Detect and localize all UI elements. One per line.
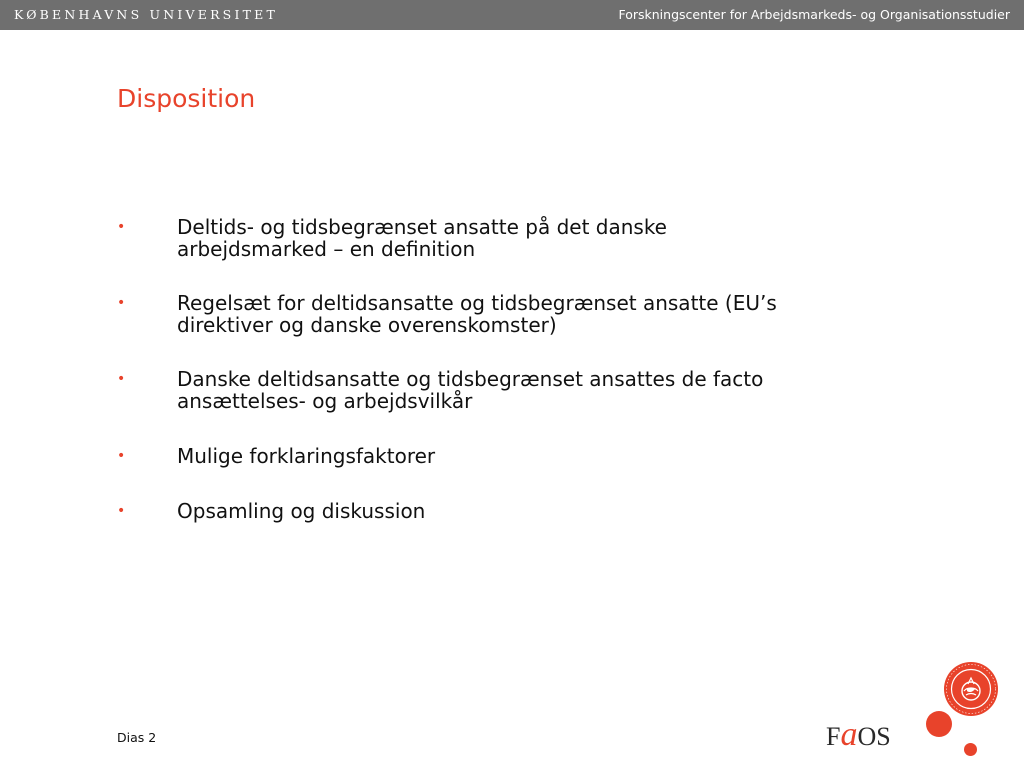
slide-title: Disposition	[117, 84, 256, 113]
bullet-text-line: Regelsæt for deltidsansatte og tidsbegrænset ansatte (EU’s	[177, 291, 777, 315]
faos-logo-f: F	[826, 722, 841, 751]
bullet-text-line: Danske deltidsansatte og tidsbegrænset ansattes de facto	[177, 367, 764, 391]
bullet-item	[117, 368, 917, 412]
header-bar	[0, 0, 1024, 30]
decorative-dot-small	[964, 743, 977, 756]
university-name: KØBENHAVNS UNIVERSITET	[14, 7, 278, 22]
bullet-text-line: Deltids- og tidsbegrænset ansatte på det danske	[177, 215, 667, 239]
research-center-name: Forskningscenter for Arbejdsmarkeds- og Organisationsstudier	[618, 7, 1010, 22]
bullet-icon: •	[117, 371, 126, 387]
university-seal-icon	[942, 660, 1000, 718]
slide-number: Dias 2	[117, 730, 157, 745]
bullet-item	[117, 500, 917, 522]
bullet-icon: •	[117, 219, 126, 235]
faos-logo-os: OS	[857, 722, 891, 751]
faos-logo	[826, 716, 891, 754]
bullet-icon: •	[117, 448, 126, 464]
bullet-icon: •	[117, 295, 126, 311]
bullet-item	[117, 292, 917, 336]
bullet-item	[117, 445, 917, 467]
bullet-item	[117, 216, 917, 260]
bullet-text-line: ansættelses- og arbejdsvilkår	[177, 389, 473, 413]
faos-logo-a: a	[840, 716, 858, 753]
decorative-dot-large	[926, 711, 952, 737]
bullet-icon: •	[117, 503, 126, 519]
bullet-text-line: Mulige forklaringsfaktorer	[177, 444, 436, 468]
bullet-text-line: direktiver og danske overenskomster)	[177, 313, 557, 337]
bullet-text-line: arbejdsmarked – en definition	[177, 237, 476, 261]
bullet-list	[117, 216, 917, 554]
bullet-text-line: Opsamling og diskussion	[177, 499, 426, 523]
